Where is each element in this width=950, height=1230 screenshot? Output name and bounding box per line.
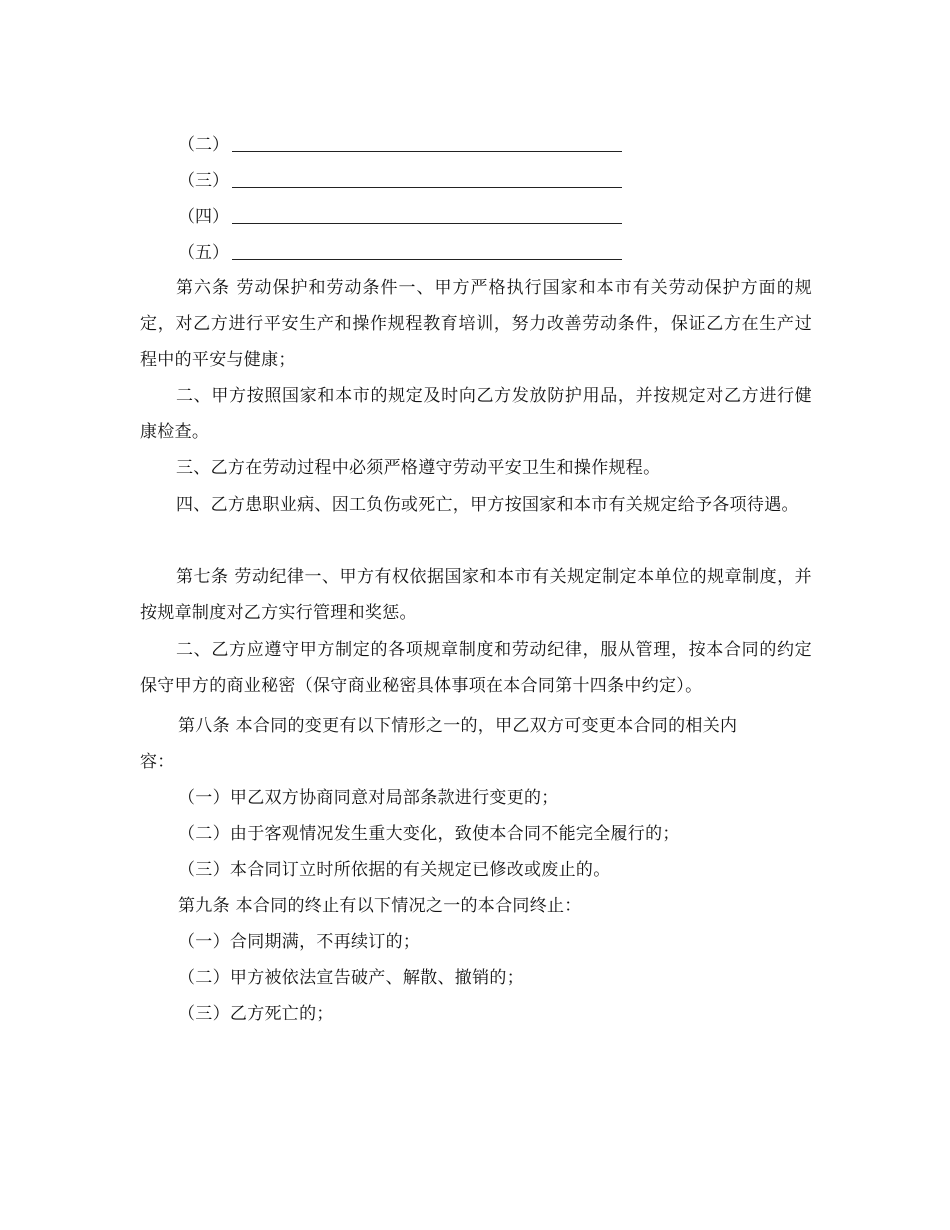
blank-item-label: （二） (178, 135, 229, 155)
article-6-paragraph-4: 四、乙方患职业病、因工负伤或死亡，甲方按国家和本市有关规定给予各项待遇。 (176, 495, 799, 515)
blank-item-label: （五） (178, 243, 229, 263)
blank-underline (232, 259, 622, 260)
article-8-intro-line-1: 第八条 本合同的变更有以下情形之一的，甲乙双方可变更本合同的相关内 (178, 716, 738, 736)
article-7-paragraph-2: 二、乙方应遵守甲方制定的各项规章制度和劳动纪律，服从管理，按本合同的约定保守甲方的商业秘密（保守商业秘密具体事项在本合同第十四条中约定）。 (140, 640, 812, 696)
article-9-intro: 第九条 本合同的终止有以下情况之一的本合同终止： (178, 896, 582, 916)
article-9-item-1: （一）合同期满，不再续订的； (178, 932, 421, 952)
article-8-item-1: （一）甲乙双方协商同意对局部条款进行变更的； (178, 788, 559, 808)
blank-underline (232, 223, 622, 224)
article-6-paragraph-3: 三、乙方在劳动过程中必须严格遵守劳动平安卫生和操作规程。 (176, 458, 661, 478)
article-6-paragraph-1: 第六条 劳动保护和劳动条件一、甲方严格执行国家和本市有关劳动保护方面的规定，对乙方进行平安生产和操作规程教育培训，努力改善劳动条件，保证乙方在生产过程中的平安与健康； (140, 278, 812, 370)
article-9-item-3: （三）乙方死亡的； (178, 1004, 334, 1024)
article-7-paragraph-1: 第七条 劳动纪律一、甲方有权依据国家和本市有关规定制定本单位的规章制度，并按规章制度对乙方实行管理和奖惩。 (140, 567, 812, 623)
article-8-item-2: （二）由于客观情况发生重大变化，致使本合同不能完全履行的； (178, 824, 680, 844)
blank-item-2 (178, 134, 229, 156)
blank-item-3 (178, 170, 229, 192)
article-6-paragraph-2: 二、甲方按照国家和本市的规定及时向乙方发放防护用品，并按规定对乙方进行健康检查。 (140, 386, 812, 442)
article-9-item-2: （二）甲方被依法宣告破产、解散、撤销的； (178, 968, 524, 988)
article-8-intro-line-2: 容： (140, 752, 175, 772)
blank-item-label: （三） (178, 171, 229, 191)
article-8-item-3: （三）本合同订立时所依据的有关规定已修改或废止的。 (178, 860, 611, 880)
blank-item-4 (178, 206, 229, 228)
blank-underline (232, 151, 622, 152)
blank-item-label: （四） (178, 207, 229, 227)
blank-item-5 (178, 242, 229, 264)
blank-underline (232, 187, 622, 188)
